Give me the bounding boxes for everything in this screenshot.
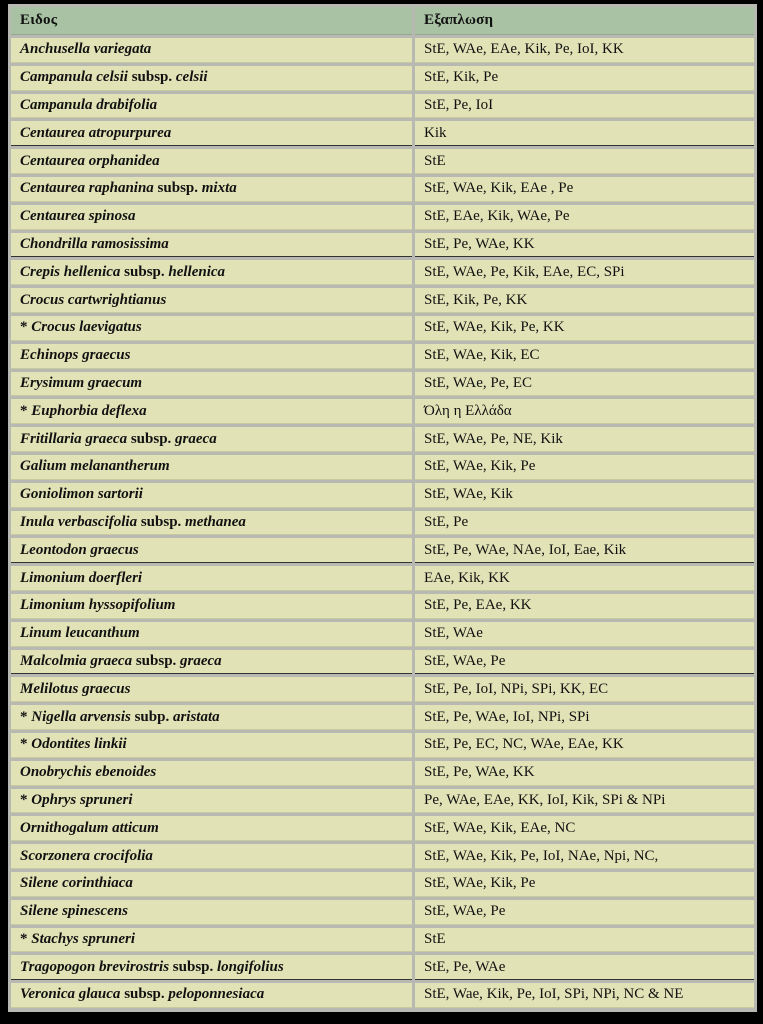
distribution-cell: StE, WAe, Kik, Pe bbox=[415, 455, 754, 480]
species-name-italic: Goniolimon sartorii bbox=[20, 486, 143, 503]
distribution-cell: StE, WAe, Kik, EAe , Pe bbox=[415, 177, 754, 202]
species-name-cell bbox=[11, 233, 412, 258]
table-row bbox=[11, 399, 754, 424]
species-name-italic: Galium melanantherum bbox=[20, 458, 170, 475]
species-name-cell bbox=[11, 955, 412, 980]
species-name-italic: Tragopogon brevirostris bbox=[20, 958, 170, 975]
species-name-cell bbox=[11, 455, 412, 480]
species-name-italic: mixta bbox=[201, 180, 237, 197]
species-name-italic: hellenica bbox=[168, 263, 226, 280]
species-name-italic: Crocus cartwrightianus bbox=[20, 291, 167, 308]
table-row bbox=[11, 260, 754, 285]
distribution-cell: StE, Pe, IoI, NPi, SPi, KK, EC bbox=[415, 677, 754, 702]
distribution-cell: StE, WAe, Pe, NE, Kik bbox=[415, 427, 754, 452]
distribution-cell: StE, WAe, Pe bbox=[415, 650, 754, 675]
species-name-cell bbox=[11, 94, 412, 119]
table-row bbox=[11, 372, 754, 397]
species-name-plain: * bbox=[20, 402, 32, 419]
species-name-cell bbox=[11, 705, 412, 730]
table-row bbox=[11, 677, 754, 702]
species-name-cell bbox=[11, 288, 412, 313]
species-name-italic: Inula verbascifolia bbox=[20, 513, 138, 530]
distribution-cell: StE, WAe, Pe, EC bbox=[415, 372, 754, 397]
table-row bbox=[11, 344, 754, 369]
table-row bbox=[11, 650, 754, 675]
species-name-cell bbox=[11, 38, 412, 63]
species-name-italic: aristata bbox=[172, 708, 220, 725]
species-name-cell bbox=[11, 260, 412, 285]
species-name-cell bbox=[11, 372, 412, 397]
species-name-cell bbox=[11, 594, 412, 619]
species-name-italic: Silene corinthiaca bbox=[20, 875, 133, 892]
species-name-plain: * bbox=[20, 791, 32, 808]
species-name-plain: * bbox=[20, 708, 32, 725]
species-name-plain: subsp. bbox=[120, 986, 169, 1003]
table-row bbox=[11, 955, 754, 980]
distribution-cell: EAe, Kik, KK bbox=[415, 566, 754, 591]
distribution-cell: StE, WAe, Kik, EC bbox=[415, 344, 754, 369]
species-name-cell bbox=[11, 427, 412, 452]
species-name-cell bbox=[11, 399, 412, 424]
table-row bbox=[11, 427, 754, 452]
species-name-italic: Ophrys spruneri bbox=[31, 791, 133, 808]
species-name-cell bbox=[11, 677, 412, 702]
species-name-cell bbox=[11, 205, 412, 230]
species-name-cell bbox=[11, 733, 412, 758]
species-name-italic: Stachys spruneri bbox=[31, 930, 136, 947]
species-name-cell bbox=[11, 622, 412, 647]
species-name-italic: Ornithogalum atticum bbox=[20, 819, 159, 836]
species-name-italic: Chondrilla ramosissima bbox=[20, 235, 169, 252]
distribution-cell: StE, WAe, Kik, Pe, KK bbox=[415, 316, 754, 341]
species-name-plain: * bbox=[20, 319, 32, 336]
table-row bbox=[11, 511, 754, 536]
table-row bbox=[11, 928, 754, 953]
species-name-italic: Centaurea orphanidea bbox=[20, 152, 160, 169]
endemic-species-table-frame bbox=[8, 4, 757, 1012]
distribution-cell: StE, Kik, Pe, KK bbox=[415, 288, 754, 313]
species-name-cell bbox=[11, 816, 412, 841]
species-name-italic: Fritillaria graeca bbox=[20, 430, 128, 447]
table-row bbox=[11, 94, 754, 119]
species-name-italic: Centaurea raphanina bbox=[20, 180, 154, 197]
distribution-cell: StE, WAe, EAe, Kik, Pe, IoI, KK bbox=[415, 38, 754, 63]
species-name-italic: Scorzonera crocifolia bbox=[20, 847, 153, 864]
species-name-italic: longifolius bbox=[217, 958, 284, 975]
species-name-italic: Limonium doerfleri bbox=[20, 569, 143, 586]
species-name-cell bbox=[11, 650, 412, 675]
species-name-italic: celsii bbox=[175, 69, 208, 86]
distribution-cell: StE, WAe bbox=[415, 622, 754, 647]
distribution-cell: StE, Pe, EAe, KK bbox=[415, 594, 754, 619]
distribution-cell: StE, WAe, Kik bbox=[415, 483, 754, 508]
species-name-plain: subsp. bbox=[120, 263, 169, 280]
table-row bbox=[11, 844, 754, 869]
distribution-cell: StE, Pe, WAe, KK bbox=[415, 761, 754, 786]
species-name-cell bbox=[11, 789, 412, 814]
distribution-cell: StE, WAe, Pe bbox=[415, 900, 754, 925]
species-name-italic: Leontodon graecus bbox=[20, 541, 139, 558]
species-name-cell bbox=[11, 566, 412, 591]
species-name-italic: Melilotus graecus bbox=[20, 680, 131, 697]
distribution-cell: StE bbox=[415, 149, 754, 174]
table-row bbox=[11, 205, 754, 230]
species-name-italic: Echinops graecus bbox=[20, 347, 131, 364]
species-name-cell bbox=[11, 900, 412, 925]
table-body bbox=[11, 38, 754, 1008]
table-row bbox=[11, 233, 754, 258]
species-name-italic: graeca bbox=[175, 430, 217, 447]
table-row bbox=[11, 761, 754, 786]
species-name-italic: Campanula celsii bbox=[20, 69, 128, 86]
header-distribution: Εξαπλωση bbox=[415, 7, 754, 35]
species-name-italic: Veronica glauca bbox=[20, 986, 121, 1003]
species-name-italic: Crepis hellenica bbox=[20, 263, 121, 280]
distribution-cell: StE, WAe, Kik, Pe bbox=[415, 872, 754, 897]
distribution-cell: StE, EAe, Kik, WAe, Pe bbox=[415, 205, 754, 230]
species-name-italic: Limonium hyssopifolium bbox=[20, 597, 176, 614]
distribution-cell: StE, Pe, WAe, KK bbox=[415, 233, 754, 258]
species-name-plain: subsp. bbox=[153, 180, 202, 197]
distribution-cell: StE, WAe, Kik, Pe, IoI, NAe, Npi, NC, bbox=[415, 844, 754, 869]
table-header-row bbox=[11, 7, 754, 35]
species-name-plain: subsp. bbox=[137, 513, 186, 530]
table-row bbox=[11, 483, 754, 508]
distribution-cell: StE, Pe, WAe, IoI, NPi, SPi bbox=[415, 705, 754, 730]
header-species: Ειδος bbox=[11, 7, 412, 35]
species-name-italic: Crocus laevigatus bbox=[31, 319, 142, 336]
table-row bbox=[11, 38, 754, 63]
species-name-italic: Anchusella variegata bbox=[20, 41, 152, 58]
distribution-cell: StE, Wae, Kik, Pe, IoI, SPi, NPi, NC & NE bbox=[415, 983, 754, 1008]
distribution-cell: Kik bbox=[415, 121, 754, 146]
species-name-cell bbox=[11, 511, 412, 536]
species-name-italic: Nigella arvensis bbox=[31, 708, 131, 725]
distribution-cell: StE, Pe bbox=[415, 511, 754, 536]
species-name-italic: Linum leucanthum bbox=[20, 625, 140, 642]
species-name-italic: graeca bbox=[180, 652, 222, 669]
species-name-plain: * bbox=[20, 930, 32, 947]
table-row bbox=[11, 538, 754, 563]
table-row bbox=[11, 177, 754, 202]
table-row bbox=[11, 66, 754, 91]
species-name-cell bbox=[11, 66, 412, 91]
table-row bbox=[11, 733, 754, 758]
distribution-cell: StE bbox=[415, 928, 754, 953]
species-name-italic: Centaurea atropurpurea bbox=[20, 124, 172, 141]
distribution-cell: StE, Kik, Pe bbox=[415, 66, 754, 91]
species-name-cell bbox=[11, 483, 412, 508]
table-row bbox=[11, 983, 754, 1008]
distribution-cell: StE, Pe, WAe bbox=[415, 955, 754, 980]
table-row bbox=[11, 900, 754, 925]
species-name-italic: peloponnesiaca bbox=[168, 986, 265, 1003]
table-row bbox=[11, 594, 754, 619]
species-name-italic: Euphorbia deflexa bbox=[31, 402, 147, 419]
species-name-cell bbox=[11, 538, 412, 563]
species-name-italic: Onobrychis ebenoides bbox=[20, 764, 157, 781]
species-name-cell bbox=[11, 149, 412, 174]
species-name-cell bbox=[11, 316, 412, 341]
distribution-cell: StE, WAe, Kik, EAe, NC bbox=[415, 816, 754, 841]
table-row bbox=[11, 789, 754, 814]
species-name-italic: Erysimum graecum bbox=[20, 374, 143, 391]
species-name-plain: subsp. bbox=[169, 958, 217, 975]
distribution-cell: StE, WAe, Pe, Kik, EAe, EC, SPi bbox=[415, 260, 754, 285]
table-row bbox=[11, 316, 754, 341]
table-row bbox=[11, 121, 754, 146]
species-name-italic: Malcolmia graeca bbox=[20, 652, 133, 669]
distribution-cell: StE, Pe, EC, NC, WAe, EAe, KK bbox=[415, 733, 754, 758]
species-name-italic: Odontites linkii bbox=[31, 736, 127, 753]
species-name-italic: Campanula drabifolia bbox=[20, 96, 158, 113]
species-name-cell bbox=[11, 344, 412, 369]
species-name-cell bbox=[11, 928, 412, 953]
species-name-cell bbox=[11, 983, 412, 1008]
endemic-species-table bbox=[8, 4, 757, 1011]
table-row bbox=[11, 149, 754, 174]
species-name-cell bbox=[11, 177, 412, 202]
distribution-cell: Όλη η Ελλάδα bbox=[415, 399, 754, 424]
table-row bbox=[11, 566, 754, 591]
species-name-plain: * bbox=[20, 736, 32, 753]
species-name-cell bbox=[11, 844, 412, 869]
species-name-plain: subsp. bbox=[132, 652, 181, 669]
distribution-cell: StE, Pe, WAe, NAe, IoI, Eae, Kik bbox=[415, 538, 754, 563]
table-row bbox=[11, 455, 754, 480]
species-name-italic: Centaurea spinosa bbox=[20, 208, 136, 225]
species-name-italic: methanea bbox=[185, 513, 246, 530]
table-row bbox=[11, 816, 754, 841]
distribution-cell: StE, Pe, IoI bbox=[415, 94, 754, 119]
species-name-cell bbox=[11, 121, 412, 146]
species-name-plain: subsp. bbox=[127, 69, 176, 86]
species-name-plain: subp. bbox=[130, 708, 173, 725]
table-row bbox=[11, 288, 754, 313]
distribution-cell: Pe, WAe, EAe, KK, IoI, Kik, SPi & NPi bbox=[415, 789, 754, 814]
table-row bbox=[11, 622, 754, 647]
species-name-cell bbox=[11, 761, 412, 786]
species-name-italic: Silene spinescens bbox=[20, 903, 128, 920]
species-name-cell bbox=[11, 872, 412, 897]
species-name-plain: subsp. bbox=[127, 430, 176, 447]
table-row bbox=[11, 872, 754, 897]
table-row bbox=[11, 705, 754, 730]
